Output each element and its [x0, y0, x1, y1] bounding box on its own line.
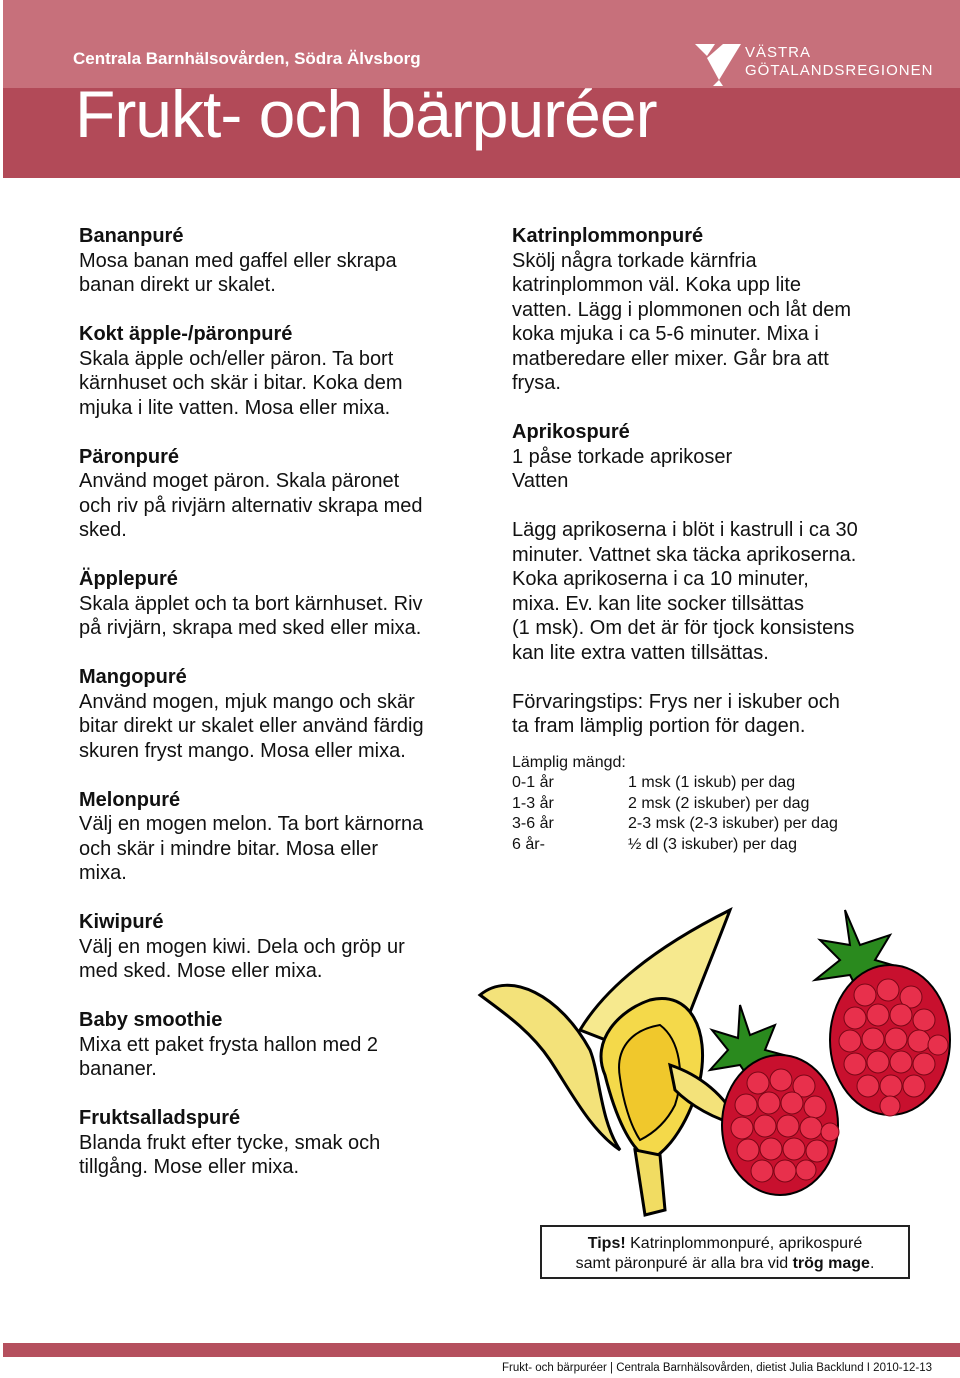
section-line: katrinplommon väl. Koka upp lite	[512, 274, 802, 296]
amount-row	[512, 773, 912, 794]
section-heading: Fruktsalladspuré	[79, 1107, 241, 1129]
section-applepure	[79, 567, 469, 641]
section-line: och skär i mindre bitar. Mosa eller	[79, 837, 379, 860]
amount-row	[512, 814, 912, 835]
tips-line1	[542, 1234, 908, 1254]
section-line: och riv på rivjärn alternativ skrapa med	[79, 494, 423, 517]
section-line: Välj en mogen melon. Ta bort kärnorna	[79, 813, 424, 835]
section-line: skuren fryst mango. Mosa eller mixa.	[79, 739, 406, 762]
section-aprikos-method	[512, 518, 912, 665]
section-storage-tip	[512, 690, 912, 739]
amount-table	[512, 753, 912, 856]
section-line: mjuka i lite vatten. Mosa eller mixa.	[79, 396, 391, 419]
amount-age: 3-6 år	[512, 815, 554, 832]
ingredient-line: Vatten	[512, 470, 569, 492]
section-heading: Aprikospuré	[512, 421, 630, 443]
section-mangopure	[79, 665, 469, 763]
footer-text: Frukt- och bärpuréer | Centrala Barnhälsovården, dietist Julia Backlund I 2010-12-13	[502, 1362, 932, 1374]
section-kiwipure	[79, 910, 469, 984]
section-heading: Bananpuré	[79, 225, 184, 247]
tips-box	[540, 1225, 910, 1279]
section-line: Förvaringstips: Frys ner i iskuber och	[512, 690, 840, 713]
section-line: Skala äpplet och ta bort kärnhuset. Riv	[79, 592, 423, 615]
section-line: Välj en mogen kiwi. Dela och gröp ur	[79, 935, 405, 958]
amount-row	[512, 794, 912, 815]
section-line: Skölj några torkade kärnfria	[512, 249, 757, 272]
section-heading: Äpplepuré	[79, 568, 178, 590]
section-heading: Mangopuré	[79, 666, 187, 688]
section-heading: Päronpuré	[79, 445, 180, 468]
left-column	[79, 224, 469, 1204]
raspberry-icon	[815, 910, 950, 1116]
section-line: Blanda frukt efter tycke, smak och	[79, 1131, 381, 1154]
section-line: med sked. Mose eller mixa.	[79, 960, 323, 982]
vgr-logo	[693, 40, 933, 90]
tips-end: .	[869, 1255, 875, 1272]
section-bananpure	[79, 224, 469, 298]
tips-text2: samt päronpuré är alla bra vid	[575, 1255, 793, 1272]
banana-icon	[480, 910, 740, 1215]
section-line: (1 msk). Om det är för tjock konsistens	[512, 617, 855, 639]
section-fruktsalladspure	[79, 1106, 469, 1180]
section-line: mixa. Ev. kan lite socker tillsättas	[512, 592, 804, 615]
tips-label: Tips!	[587, 1235, 626, 1252]
section-heading: Baby smoothie	[79, 1009, 223, 1031]
section-line: minuter. Vattnet ska täcka aprikoserna.	[512, 543, 857, 566]
section-line: banan direkt ur skalet.	[79, 274, 276, 296]
raspberry-icon	[710, 1005, 839, 1195]
fruit-illustration	[470, 900, 960, 1220]
tips-line2	[542, 1254, 908, 1274]
header-banner	[3, 0, 960, 178]
section-paronpure	[79, 445, 469, 543]
ingredient-line: 1 påse torkade aprikoser	[512, 445, 733, 468]
section-line: på rivjärn, skrapa med sked eller mixa.	[79, 617, 422, 639]
section-kokt-apple	[79, 322, 469, 420]
section-heading: Katrinplommonpuré	[512, 225, 704, 247]
section-heading: Kiwipuré	[79, 911, 164, 933]
section-line: Mosa banan med gaffel eller skrapa	[79, 249, 397, 272]
section-line: bananer.	[79, 1058, 157, 1080]
section-baby-smoothie	[79, 1008, 469, 1082]
section-line: sked.	[79, 519, 127, 541]
amount-dose: ½ dl (3 iskuber) per dag	[628, 835, 797, 853]
section-line: Använd mogen, mjuk mango och skär	[79, 690, 415, 713]
section-line: Skala äpple och/eller päron. Ta bort	[79, 347, 394, 370]
tips-bold: trög mage	[792, 1255, 870, 1272]
section-line: bitar direkt ur skalet eller använd färdig	[79, 715, 424, 737]
logo-line1: VÄSTRA	[745, 44, 812, 61]
section-line: vatten. Lägg i plommonen och låt dem	[512, 298, 852, 321]
amount-dose: 2-3 msk (2-3 iskuber) per dag	[628, 815, 838, 832]
section-line: Mixa ett paket frysta hallon med 2	[79, 1033, 379, 1056]
section-line: kan lite extra vatten tillsättas.	[512, 641, 769, 664]
section-aprikospure	[512, 420, 912, 494]
amount-age: 1-3 år	[512, 794, 554, 812]
logo-line2: GÖTALANDSREGIONEN	[745, 62, 934, 79]
section-melonpure	[79, 788, 469, 886]
page-title: Frukt- och bärpuréer	[75, 77, 657, 151]
right-column	[512, 224, 912, 855]
section-line: matberedare eller mixer. Går bra att	[512, 347, 829, 370]
header-subtitle: Centrala Barnhälsovården, Södra Älvsborg	[73, 49, 421, 68]
section-line: Använd moget päron. Skala päronet	[79, 470, 400, 492]
amount-dose: 1 msk (1 iskub) per dag	[628, 774, 796, 791]
section-line: tillgång. Mose eller mixa.	[79, 1156, 300, 1178]
section-heading: Melonpuré	[79, 788, 181, 811]
section-line: kärnhuset och skär i bitar. Koka dem	[79, 372, 403, 394]
section-line: koka mjuka i ca 5-6 minuter. Mixa i	[512, 323, 819, 345]
vgr-logo-icon	[693, 40, 743, 90]
tips-text1: Katrinplommonpuré, aprikospuré	[625, 1235, 863, 1252]
amount-age: 0-1 år	[512, 774, 554, 791]
amount-label: Lämplig mängd:	[512, 753, 626, 771]
amount-dose: 2 msk (2 iskuber) per dag	[628, 794, 810, 812]
section-line: Koka aprikoserna i ca 10 minuter,	[512, 568, 809, 590]
section-line: frysa.	[512, 372, 561, 394]
section-katrinplommonpure	[512, 224, 912, 396]
section-line: mixa.	[79, 862, 127, 884]
section-heading: Kokt äpple-/päronpuré	[79, 323, 293, 345]
amount-age: 6 år-	[512, 835, 545, 853]
footer-bar	[3, 1343, 960, 1357]
section-line: Lägg aprikoserna i blöt i kastrull i ca 30	[512, 519, 858, 541]
amount-row	[512, 835, 912, 856]
section-line: ta fram lämplig portion för dagen.	[512, 715, 806, 737]
